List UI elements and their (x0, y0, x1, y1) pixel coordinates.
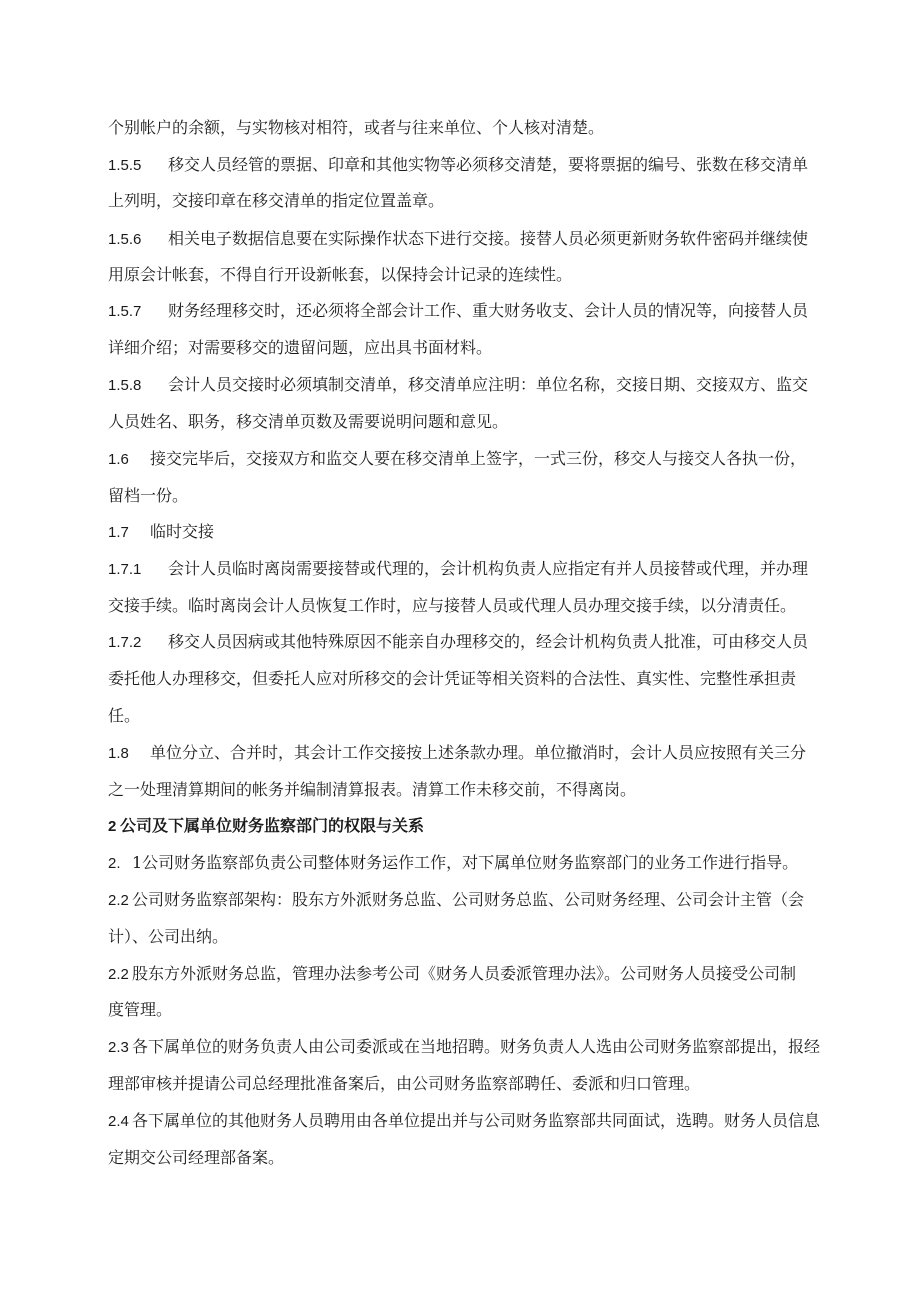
clause-number: 1.7.1 (108, 561, 142, 578)
clause-number: 1.5.8 (108, 377, 142, 394)
text-line (108, 263, 572, 287)
line-text: 用原会计帐套，不得自行开设新帐套，以保持会计记录的连续性。 (108, 265, 573, 284)
line-text: 计）、公司出纳。 (108, 927, 229, 946)
text-line (108, 410, 508, 434)
clause-line (108, 520, 214, 544)
line-text: 委托他人办理移交，但委托人应对所移交的会计凭证等相关资料的合法性、真实性、完整性承担责 (108, 669, 797, 688)
clause-number: 2.2 (108, 966, 129, 983)
clause-line (108, 373, 808, 397)
text-line (108, 778, 636, 802)
line-text: 各下属单位的财务负责人由公司委派或在当地招聘。财务负责人人选由公司财务监察部提出，报经 (132, 1037, 821, 1056)
line-text: 交接手续。临时离岗会计人员恢复工作时，应与接替人员或代理人员办理交接手续，以分清责任。 (108, 596, 797, 615)
line-text: 各下属单位的其他财务人员聘用由各单位提出并与公司财务监察部共同面试，选聘。财务人员信息 (132, 1111, 821, 1130)
clause-line (108, 851, 798, 875)
line-text: 详细介绍；对需要移交的遗留问题，应出具书面材料。 (108, 338, 493, 357)
line-text: 单位分立、合并时，其会计工作交接按上述条款办理。单位撤消时，会计人员应按照有关三分 (150, 743, 807, 762)
clause-number: 1.7 (108, 524, 129, 541)
clause-line (108, 630, 808, 654)
line-text: 相关电子数据信息要在实际操作状态下进行交接。接替人员必须更新财务软件密码并继续使 (168, 229, 809, 248)
line-text: 财务经理移交时，还必须将全部会计工作、重大财务收支、会计人员的情况等，向接替人员 (168, 301, 809, 320)
clause-number: 1.8 (108, 745, 129, 762)
text-line (108, 1072, 700, 1096)
line-text: 任。 (108, 706, 141, 725)
line-text: 理部审核并提请公司总经理批准备案后，由公司财务监察部聘任、委派和归口管理。 (108, 1074, 701, 1093)
line-text: 移交人员因病或其他特殊原因不能亲自办理移交的，经会计机构负责人批准，可由移交人员 (168, 632, 809, 651)
section-heading (108, 814, 424, 838)
line-text: 会计人员临时离岗需要接替或代理的，会计机构负责人应指定有并人员接替或代理，并办理 (168, 559, 809, 578)
clause-line (108, 557, 808, 581)
clause-line (108, 962, 796, 986)
line-text: 临时交接 (150, 522, 215, 541)
text-line (108, 189, 444, 213)
clause-number: 2.4 (108, 1113, 129, 1130)
clause-line (108, 299, 808, 323)
clause-line (108, 1109, 820, 1133)
clause-line (108, 153, 808, 177)
line-text: 公司财务监察部架构：股东方外派财务总监、公司财务总监、公司财务经理、公司会计主管（会 (132, 890, 805, 909)
clause-number: 1.5.5 (108, 157, 142, 174)
text-line (108, 925, 228, 949)
text-line (108, 1146, 284, 1170)
line-text: 1公司财务监察部负责公司整体财务运作工作，对下属单位财务监察部门的业务工作进行指导。 (132, 853, 799, 872)
line-text: 上列明，交接印章在移交清单的指定位置盖章。 (108, 191, 445, 210)
clause-number: 2.3 (108, 1039, 129, 1056)
clause-number: 2. (108, 855, 121, 872)
text-line (108, 998, 172, 1022)
text-line (108, 667, 796, 691)
line-text: 股东方外派财务总监，管理办法参考公司《财务人员委派管理办法》。公司财务人员接受公司制 (132, 964, 797, 983)
text-line (108, 484, 188, 508)
line-text: 会计人员交接时必须填制交清单，移交清单应注明：单位名称，交接日期、交接双方、监交 (168, 375, 809, 394)
section-number: 2 (108, 818, 117, 835)
text-line (108, 116, 604, 140)
text-line (108, 704, 140, 728)
line-text: 度管理。 (108, 1000, 173, 1019)
text-line (108, 594, 796, 618)
clause-line (108, 447, 806, 471)
clause-number: 2.2 (108, 892, 129, 909)
clause-number: 1.6 (108, 451, 129, 468)
heading-text: 公司及下属单位财务监察部门的权限与关系 (120, 816, 425, 835)
line-text: 定期交公司经理部备案。 (108, 1148, 285, 1167)
clause-line (108, 227, 808, 251)
line-text: 留档一份。 (108, 486, 189, 505)
line-text: 移交人员经管的票据、印章和其他实物等必须移交清楚，要将票据的编号、张数在移交清单 (168, 155, 809, 174)
clause-line (108, 888, 804, 912)
line-text: 个别帐户的余额，与实物核对相符，或者与往来单位、个人核对清楚。 (108, 118, 605, 137)
clause-line (108, 741, 806, 765)
clause-number: 1.7.2 (108, 634, 142, 651)
line-text: 人员姓名、职务，移交清单页数及需要说明问题和意见。 (108, 412, 509, 431)
clause-number: 1.5.6 (108, 231, 142, 248)
line-text: 之一处理清算期间的帐务并编制清算报表。清算工作未移交前，不得离岗。 (108, 780, 637, 799)
line-text: 接交完毕后，交接双方和监交人要在移交清单上签字，一式三份，移交人与接交人各执一份， (150, 449, 807, 468)
clause-number: 1.5.7 (108, 303, 142, 320)
clause-line (108, 1035, 820, 1059)
text-line (108, 336, 492, 360)
